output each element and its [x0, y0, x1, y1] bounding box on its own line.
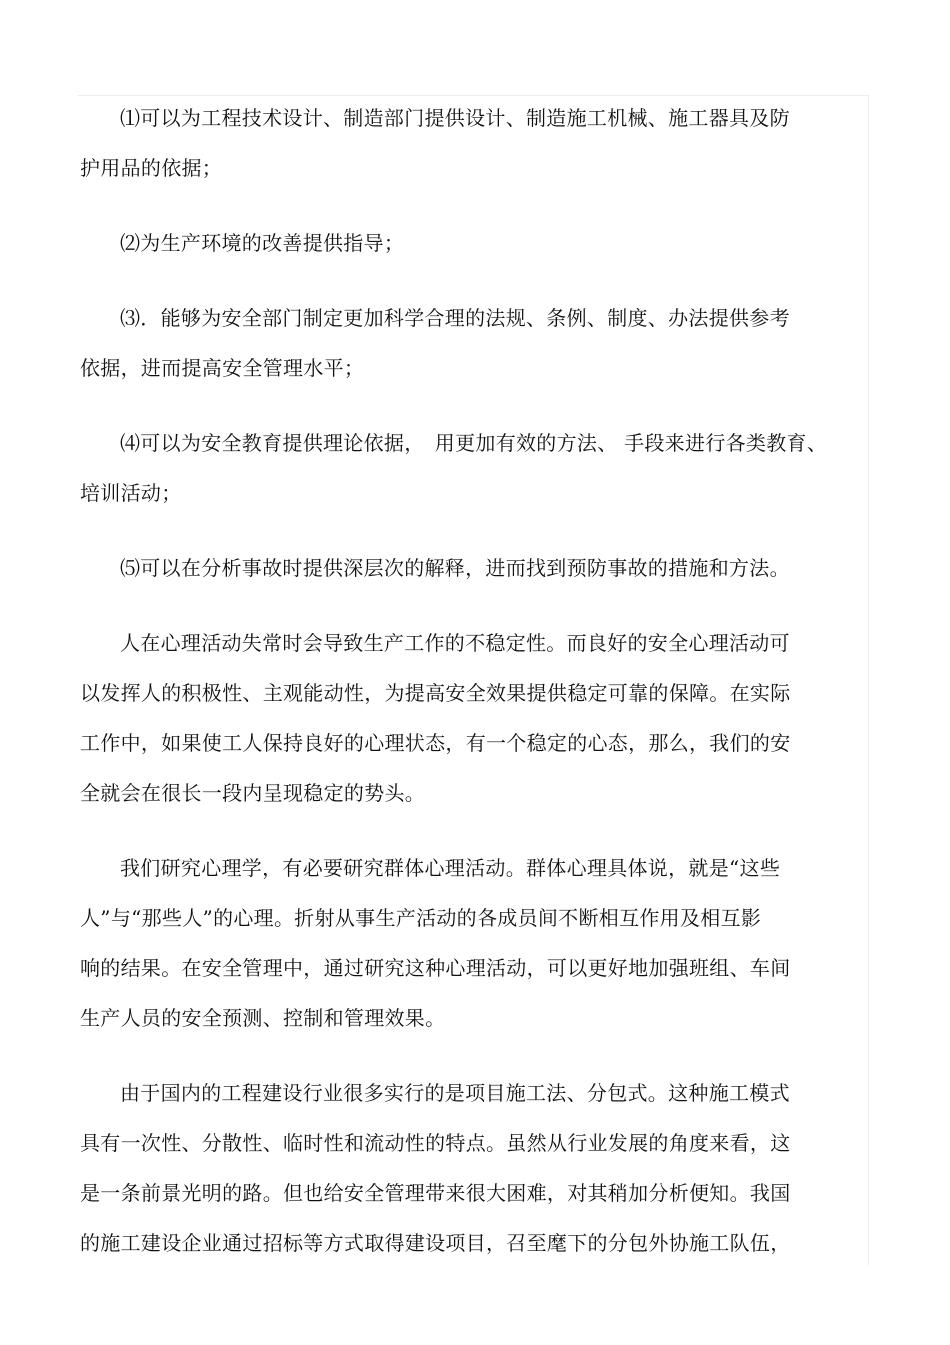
paragraph-line: ⑷可以为安全教育提供理论依据， 用更加有效的方法、 手段来进行各类教育、 — [120, 431, 828, 455]
paragraph-line: 护用品的依据； — [80, 156, 223, 180]
paragraph-line: ⑶．能够为安全部门制定更加科学合理的法规、条例、制度、办法提供参考 — [120, 306, 790, 330]
paragraph-line: 响的结果。在安全管理中，通过研究这种心理活动，可以更好地加强班组、车间 — [80, 956, 791, 980]
paragraph-line: 生产人员的安全预测、控制和管理效果。 — [80, 1006, 446, 1030]
paragraph-line: 以发挥人的积极性、主观能动性，为提高安全效果提供稳定可靠的保障。在实际 — [80, 681, 791, 705]
paragraph-line: 是一条前景光明的路。但也给安全管理带来很大困难，对其稍加分析便知。我国 — [80, 1181, 791, 1205]
paragraph-line: ⑸可以在分析事故时提供深层次的解释，进而找到预防事故的措施和方法。 — [120, 556, 790, 580]
paragraph-line: 具有一次性、分散性、临时性和流动性的特点。虽然从行业发展的角度来看，这 — [80, 1131, 791, 1155]
paragraph-line: 全就会在很长一段内呈现稳定的势头。 — [80, 781, 426, 805]
paragraph-line: 依据，进而提高安全管理水平； — [80, 356, 365, 380]
paragraph-line: ⑴可以为工程技术设计、制造部门提供设计、制造施工机械、施工器具及防 — [120, 106, 790, 130]
paragraph-line: 由于国内的工程建设行业很多实行的是项目施工法、分包式。这种施工模式 — [120, 1081, 790, 1105]
paragraph-line: ⑵为生产环境的改善提供指导； — [120, 231, 405, 255]
paragraph-line: 工作中，如果使工人保持良好的心理状态，有一个稳定的心态，那么，我们的安 — [80, 731, 791, 755]
paragraph-line: 我们研究心理学，有必要研究群体心理活动。群体心理具体说，就是“这些 — [120, 856, 781, 880]
paragraph-line: 人”与“那些人”的心理。折射从事生产活动的各成员间不断相互作用及相互影 — [80, 906, 762, 930]
paragraph-line: 的施工建设企业通过招标等方式取得建设项目，召至麾下的分包外协施工队伍， — [80, 1231, 791, 1255]
paragraph-line: 培训活动； — [80, 481, 182, 505]
paragraph-line: 人在心理活动失常时会导致生产工作的不稳定性。而良好的安全心理活动可 — [120, 631, 790, 655]
